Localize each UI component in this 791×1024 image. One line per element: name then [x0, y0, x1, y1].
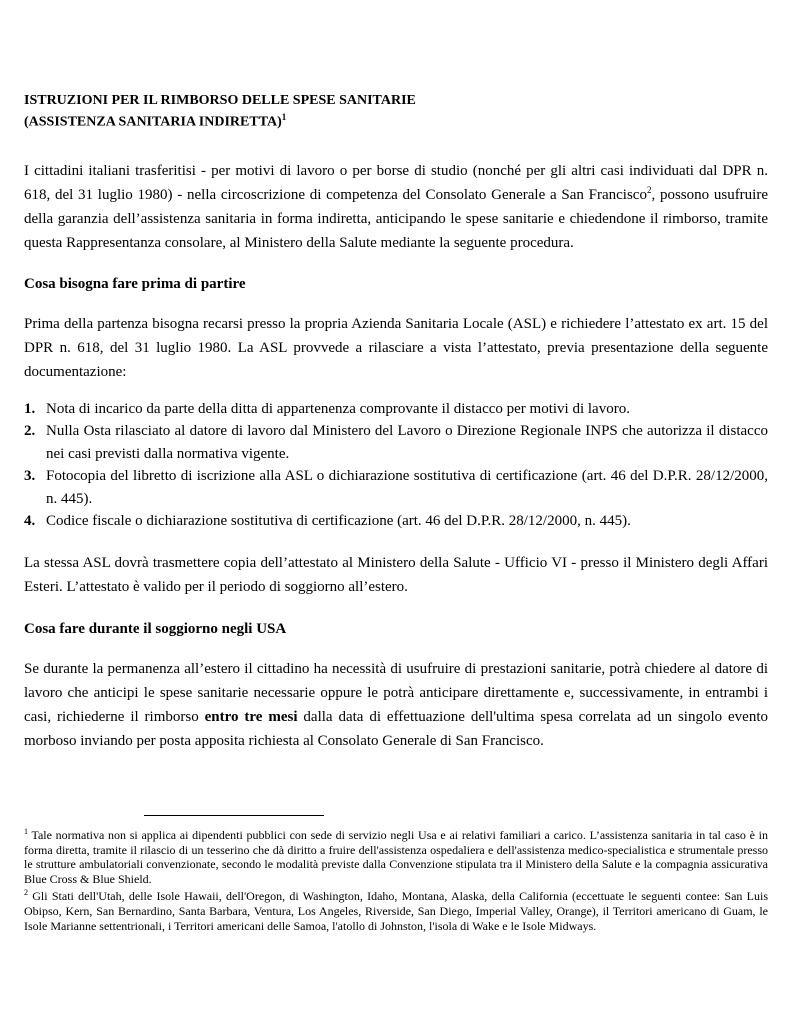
footnote-number: 2 — [24, 888, 28, 898]
list-item — [24, 465, 768, 510]
title-line-1: ISTRUZIONI PER IL RIMBORSO DELLE SPESE SANITARIE — [24, 93, 416, 108]
footnote-text: Gli Stati dell'Utah, delle Isole Hawaii, dell'Oregon, di Washington, Idaho, Montana, Alaska, della California (eccettuate le seguenti contee: San Luis Obipso, Kern, San Bernardino, Santa Barbara, Ventura, Los Angeles, Riverside, San Diego, Imperial Valley, Orange), il Territori americano di Guam, le Isole Marianne settentrionali, i Territori americani delle Samoa, l'atollo di Johnston, l'isola di Wake e le Isole Midways. — [24, 889, 768, 933]
list-item-text: Fotocopia del libretto di iscrizione alla ASL o dichiarazione sostitutiva di certificazione (art. 46 del D.P.R. 28/12/2000, n. 445). — [46, 468, 768, 507]
during-stay-text-part2: dalla data di effettuazione dell'ultima spesa correlata ad un singolo evento morboso inviando per posta apposita richiesta al Consolato Generale di San Francisco. — [24, 708, 768, 749]
list-item — [24, 420, 768, 465]
intro-footnote-ref: 2 — [646, 184, 652, 195]
list-item-number: 2. — [24, 423, 36, 440]
section-heading-during-stay: Cosa fare durante il soggiorno negli USA — [24, 620, 287, 637]
before-departure-paragraph: Prima della partenza bisogna recarsi presso la propria Azienda Sanitaria Locale (ASL) e richiedere l’attestato ex art. 15 del DPR n. 618, del 31 luglio 1980. La ASL provvede a rilasciare a vista l’attestato, previa presentazione della seguente documentazione: — [24, 315, 768, 380]
title-line-2: (ASSISTENZA SANITARIA INDIRETTA) — [24, 114, 282, 130]
list-item-text: Nulla Osta rilasciato al datore di lavoro dal Ministero del Lavoro o Direzione Regionale INPS che autorizza il distacco nei casi previsti dalla normativa vigente. — [46, 423, 768, 462]
asl-closing-paragraph: La stessa ASL dovrà trasmettere copia dell’attestato al Ministero della Salute - Ufficio VI - presso il Ministero degli Affari Esteri. L’attestato è valido per il periodo di soggiorno all’estero. — [24, 554, 768, 595]
document-title — [24, 92, 768, 131]
section-heading-before-departure: Cosa bisogna fare prima di partire — [24, 275, 246, 292]
footnote-text: Tale normativa non si applica ai dipendenti pubblici con sede di servizio negli Usa e ai relativi familiari a carico. L’assistenza sanitaria in tal caso è in forma diretta, tramite il rilascio di un tesserino che dà diritto a fruire dell'assistenza ospedaliera e dell'assistenza medico-specialistica e strumentale presso le strutture ambulatoriali convenzionate, secondo le modalità previste dalla Convenzione stipulata tra il Ministero della Salute e la compagnia assicurativa Blue Cross & Blue Shield. — [24, 828, 768, 886]
list-item-number: 4. — [24, 513, 36, 530]
during-stay-paragraph — [24, 657, 768, 753]
title-footnote-ref: 1 — [281, 112, 287, 122]
list-item — [24, 398, 768, 421]
footnote-number: 1 — [24, 827, 28, 836]
list-item-number: 3. — [24, 468, 36, 485]
deadline-emphasis: entro tre mesi — [204, 708, 298, 725]
list-item-text: Nota di incarico da parte della ditta di appartenenza comprovante il distacco per motivi di lavoro. — [46, 400, 630, 417]
list-item — [24, 510, 768, 533]
list-item-number: 1. — [24, 400, 36, 417]
footnote-1 — [24, 825, 768, 886]
list-item-text: Codice fiscale o dichiarazione sostitutiva di certificazione (art. 46 del D.P.R. 28/12/2000, n. 445). — [46, 513, 631, 530]
during-stay-text-part1: Se durante la permanenza all’estero il cittadino ha necessità di usufruire di prestazioni sanitarie, potrà chiedere al datore di lavoro che anticipi le spese sanitarie necessarie oppure le potrà anticipare direttamente e, successivamente, in entrambi i casi, richiederne il rimborso — [24, 660, 768, 725]
documentation-list — [24, 398, 768, 533]
footnotes-section — [24, 815, 768, 933]
intro-paragraph — [24, 159, 768, 255]
footnote-separator — [144, 815, 324, 816]
footnote-2 — [24, 886, 768, 933]
document-page — [24, 92, 768, 753]
intro-text-part2: , possono usufruire della garanzia dell’assistenza sanitaria in forma indiretta, anticipando le spese sanitarie e chiedendone il rimborso, tramite questa Rappresentanza consolare, al Ministero della Salute mediante la seguente procedura. — [24, 186, 769, 251]
intro-text-part1: I cittadini italiani trasferitisi - per motivi di lavoro o per borse di studio (nonché per gli altri casi individuati dal DPR n. 618, del 31 luglio 1980) - nella circoscrizione di competenza del Consolato Generale a San Francisco — [24, 162, 768, 203]
